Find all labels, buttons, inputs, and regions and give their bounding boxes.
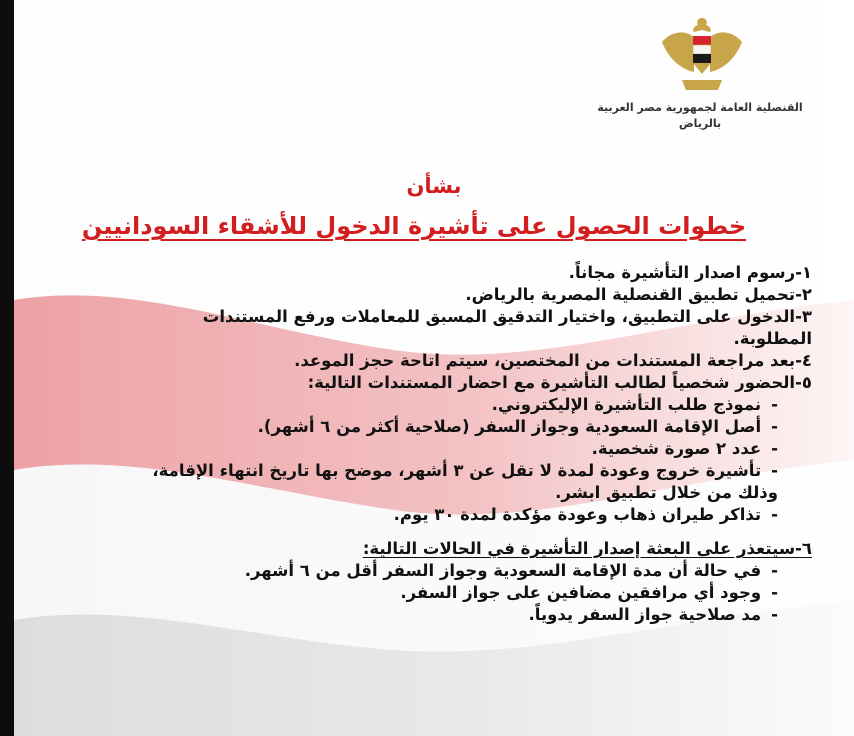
step-4: ٤-بعد مراجعة المستندات من المختصين، سيتم اتاحة حجز الموعد. xyxy=(294,351,812,370)
document-item: -تأشيرة خروج وعودة لمدة لا تقل عن ٣ أشهر، موضح بها تاريخ انتهاء الإقامة، وذلك من خلال تطبيق ابشر. xyxy=(152,461,778,502)
steps-content xyxy=(134,262,812,626)
left-border xyxy=(0,0,14,736)
step-5: ٥-الحضور شخصياً لطالب التأشيرة مع احضار المستندات التالية: xyxy=(307,373,812,392)
regarding-heading: بشأن xyxy=(406,174,462,198)
document-item: -نموذج طلب التأشيرة الإليكتروني. xyxy=(491,395,778,414)
step-1: ١-رسوم اصدار التأشيرة مجاناً. xyxy=(568,263,812,282)
document-title: خطوات الحصول على تأشيرة الدخول للأشقاء السودانيين xyxy=(81,212,747,240)
case-item: -في حالة أن مدة الإقامة السعودية وجواز السفر أقل من ٦ أشهر. xyxy=(244,561,778,580)
eagle-of-saladin-emblem-icon xyxy=(654,12,750,96)
document-page xyxy=(14,0,854,736)
consulate-name xyxy=(570,100,830,132)
consulate-line-1: القنصلية العامة لجمهورية مصر العربية xyxy=(597,101,803,114)
document-item: -عدد ٢ صورة شخصية. xyxy=(591,439,778,458)
case-item: -مد صلاحية جواز السفر يدوياً. xyxy=(528,605,778,624)
step-6: ٦-سيتعذر على البعثة إصدار التأشيرة في الحالات التالية: xyxy=(362,539,812,558)
step-3: ٣-الدخول على التطبيق، واختيار التدقيق المسبق للمعاملات ورفع المستندات المطلوبة. xyxy=(202,307,812,348)
document-item: -أصل الإقامة السعودية وجواز السفر (صلاحية أكثر من ٦ أشهر). xyxy=(257,417,778,436)
consulate-line-2: بالرياض xyxy=(678,117,722,130)
step-2: ٢-تحميل تطبيق القنصلية المصرية بالرياض. xyxy=(465,285,812,304)
document-item: -تذاكر طيران ذهاب وعودة مؤكدة لمدة ٣٠ يوم. xyxy=(393,505,778,524)
case-item: -وجود أي مرافقين مضافين على جواز السفر. xyxy=(400,583,778,602)
